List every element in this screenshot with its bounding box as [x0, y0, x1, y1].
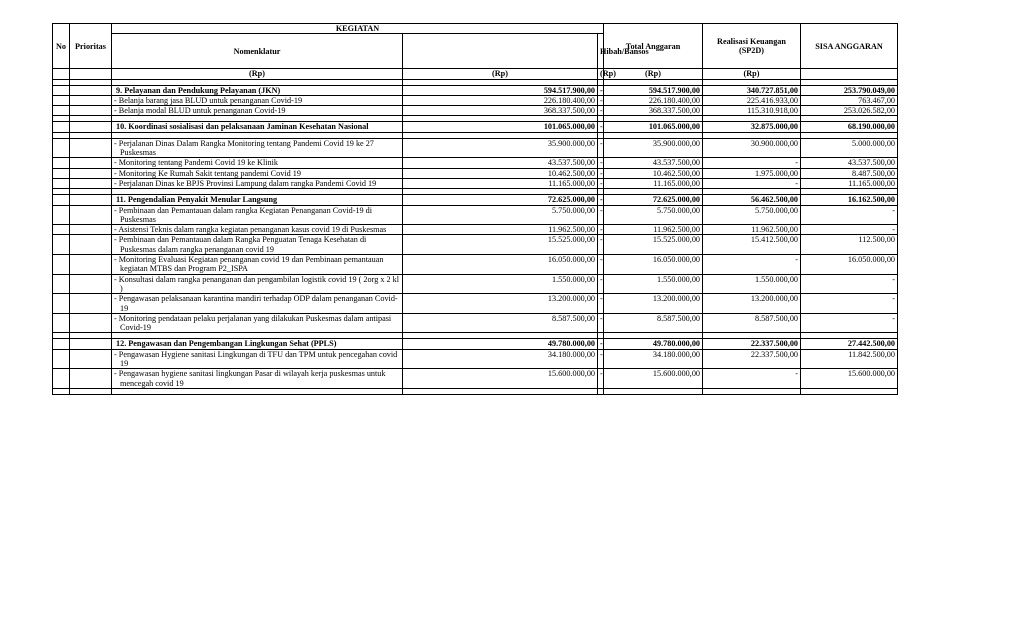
total-anggaran-cell: 1.550.000,00: [604, 274, 703, 294]
prioritas-cell: [70, 178, 112, 188]
total-anggaran-cell: 11.165.000,00: [604, 178, 703, 188]
nomenklatur-amount-cell: 368.337.500,00: [403, 106, 598, 116]
total-anggaran-cell: 226.180.400,00: [604, 95, 703, 105]
description-cell: - Monitoring Ke Rumah Sakit tentang pandemi Covid 19: [112, 168, 403, 178]
table-row: [53, 106, 898, 116]
description-cell: - Pembinaan dan Pemantauan dalam Rangka Penguatan Tenaga Kesehatan di Puskesmas dalam rangka penanganan covid 19: [112, 235, 403, 255]
no-cell: [53, 235, 70, 255]
realisasi-cell: 340.727.851,00: [703, 85, 801, 95]
realisasi-cell: -: [703, 369, 801, 389]
description-cell: - Pengawasan hygiene sanitasi lingkungan Pasar di wilayah kerja puskesmas untuk mencegah covid 19: [112, 369, 403, 389]
nomenklatur-amount-cell: 1.550.000,00: [403, 274, 598, 294]
table-row: [53, 178, 898, 188]
total-anggaran-cell: 35.900.000,00: [604, 138, 703, 158]
prioritas-cell: [70, 158, 112, 168]
col-no-header: No: [53, 24, 70, 69]
description-cell: 9. Pelayanan dan Pendukung Pelayanan (JKN): [112, 85, 403, 95]
table-row: [53, 168, 898, 178]
total-anggaran-cell: 15.525.000,00: [604, 235, 703, 255]
prioritas-cell: [70, 95, 112, 105]
no-cell: [53, 95, 70, 105]
unit-cell-realisasi: (Rp): [703, 69, 801, 79]
nomenklatur-amount-cell: 43.537.500,00: [403, 158, 598, 168]
hibah-cell: -: [598, 138, 604, 158]
sisa-anggaran-cell: 16.050.000,00: [801, 255, 898, 275]
prioritas-cell: [70, 106, 112, 116]
unit-cell-prioritas: [70, 69, 112, 79]
prioritas-cell: [70, 138, 112, 158]
total-anggaran-cell: 101.065.000,00: [604, 122, 703, 132]
description-cell: - Belanja modal BLUD untuk penanganan Covid-19: [112, 106, 403, 116]
total-anggaran-cell: 43.537.500,00: [604, 158, 703, 168]
col-sisa-header: SISA ANGGARAN: [801, 24, 898, 69]
nomenklatur-amount-cell: 34.180.000,00: [403, 349, 598, 369]
col-kegiatan-header: KEGIATAN: [112, 24, 604, 34]
col-nomenklatur-value-header: [403, 34, 598, 69]
realisasi-cell: 11.962.500,00: [703, 225, 801, 235]
realisasi-cell: -: [703, 255, 801, 275]
no-cell: [53, 205, 70, 225]
realisasi-cell: 22.337.500,00: [703, 339, 801, 349]
realisasi-cell: 1.550.000,00: [703, 274, 801, 294]
realisasi-cell: 1.975.000,00: [703, 168, 801, 178]
table-row: [53, 122, 898, 132]
no-cell: [53, 178, 70, 188]
no-cell: [53, 122, 70, 132]
hibah-cell: -: [598, 122, 604, 132]
sisa-anggaran-cell: 27.442.500,00: [801, 339, 898, 349]
realisasi-cell: 13.200.000,00: [703, 294, 801, 314]
empty-cell: [604, 388, 703, 394]
no-cell: [53, 158, 70, 168]
col-hibah-header: Hibah/Bansos: [598, 34, 604, 69]
description-cell: 11. Pengendalian Penyakit Menular Langsung: [112, 195, 403, 205]
no-cell: [53, 225, 70, 235]
prioritas-cell: [70, 168, 112, 178]
table-row: [53, 235, 898, 255]
no-cell: [53, 349, 70, 369]
table-row: [53, 138, 898, 158]
nomenklatur-amount-cell: 49.780.000,00: [403, 339, 598, 349]
prioritas-cell: [70, 205, 112, 225]
total-anggaran-cell: 368.337.500,00: [604, 106, 703, 116]
sisa-anggaran-cell: 5.000.000,00: [801, 138, 898, 158]
total-anggaran-cell: 34.180.000,00: [604, 349, 703, 369]
description-cell: - Konsultasi dalam rangka penanganan dan pengambilan logistik covid 19 ( 2org x 2 kl ): [112, 274, 403, 294]
table-row: [53, 225, 898, 235]
table-row: [53, 369, 898, 389]
sisa-anggaran-cell: 16.162.500,00: [801, 195, 898, 205]
sisa-anggaran-cell: -: [801, 294, 898, 314]
hibah-cell: -: [598, 205, 604, 225]
empty-cell: [112, 388, 403, 394]
hibah-cell: -: [598, 339, 604, 349]
prioritas-cell: [70, 255, 112, 275]
description-cell: - Monitoring pendataan pelaku perjalanan yang dilakukan Puskesmas dalam antipasi Covid-19: [112, 313, 403, 333]
unit-cell-nom: (Rp): [403, 69, 598, 79]
table-row: [53, 95, 898, 105]
sisa-anggaran-cell: -: [801, 274, 898, 294]
prioritas-cell: [70, 313, 112, 333]
unit-cell-sisa: [801, 69, 898, 79]
nomenklatur-amount-cell: 226.180.400,00: [403, 95, 598, 105]
hibah-cell: -: [598, 294, 604, 314]
table-body: [53, 79, 898, 394]
nomenklatur-amount-cell: 16.050.000,00: [403, 255, 598, 275]
hibah-cell: -: [598, 195, 604, 205]
nomenklatur-amount-cell: 594.517.900,00: [403, 85, 598, 95]
prioritas-cell: [70, 225, 112, 235]
col-prioritas-header: Prioritas: [70, 24, 112, 69]
description-cell: - Pembinaan dan Pemantauan dalam rangka Kegiatan Penanganan Covid-19 di Puskesmas: [112, 205, 403, 225]
hibah-cell: -: [598, 158, 604, 168]
hibah-cell: -: [598, 85, 604, 95]
realisasi-cell: 22.337.500,00: [703, 349, 801, 369]
empty-cell: [53, 388, 70, 394]
hibah-cell: -: [598, 274, 604, 294]
table-row: [53, 195, 898, 205]
hibah-cell: -: [598, 225, 604, 235]
sisa-anggaran-cell: 253.026.582,00: [801, 106, 898, 116]
nomenklatur-amount-cell: 11.962.500,00: [403, 225, 598, 235]
prioritas-cell: [70, 195, 112, 205]
sisa-anggaran-cell: 112.500,00: [801, 235, 898, 255]
prioritas-cell: [70, 339, 112, 349]
table-row: [53, 274, 898, 294]
unit-cell-total: (Rp): [604, 69, 703, 79]
total-anggaran-cell: 13.200.000,00: [604, 294, 703, 314]
sisa-anggaran-cell: 253.790.049,00: [801, 85, 898, 95]
total-anggaran-cell: 5.750.000,00: [604, 205, 703, 225]
nomenklatur-amount-cell: 72.625.000,00: [403, 195, 598, 205]
sisa-anggaran-cell: 15.600.000,00: [801, 369, 898, 389]
sisa-anggaran-cell: -: [801, 313, 898, 333]
hibah-cell: -: [598, 106, 604, 116]
table-row: [53, 339, 898, 349]
empty-cell: [801, 388, 898, 394]
realisasi-cell: 115.310.918,00: [703, 106, 801, 116]
description-cell: - Pengawasan pelaksanaan karantina mandiri terhadap ODP dalam penanganan Covid-19: [112, 294, 403, 314]
nomenklatur-amount-cell: 15.600.000,00: [403, 369, 598, 389]
realisasi-cell: 30.900.000,00: [703, 138, 801, 158]
description-cell: - Perjalanan Dinas Dalam Rangka Monitoring tentang Pandemi Covid 19 ke 27 Puskesmas: [112, 138, 403, 158]
col-nomenklatur-header: Nomenklatur: [112, 34, 403, 69]
table-row: [53, 255, 898, 275]
no-cell: [53, 313, 70, 333]
sisa-anggaran-cell: 11.842.500,00: [801, 349, 898, 369]
description-cell: 10. Koordinasi sosialisasi dan pelaksanaan Jaminan Kesehatan Nasional: [112, 122, 403, 132]
no-cell: [53, 255, 70, 275]
nomenklatur-amount-cell: 15.525.000,00: [403, 235, 598, 255]
no-cell: [53, 339, 70, 349]
total-anggaran-cell: 15.600.000,00: [604, 369, 703, 389]
realisasi-cell: 5.750.000,00: [703, 205, 801, 225]
total-anggaran-cell: 16.050.000,00: [604, 255, 703, 275]
table-row: [53, 388, 898, 394]
realisasi-cell: -: [703, 178, 801, 188]
nomenklatur-amount-cell: 11.165.000,00: [403, 178, 598, 188]
sisa-anggaran-cell: -: [801, 205, 898, 225]
description-cell: - Monitoring tentang Pandemi Covid 19 ke Klinik: [112, 158, 403, 168]
table-row: [53, 294, 898, 314]
hibah-cell: -: [598, 349, 604, 369]
budget-table: [52, 23, 898, 395]
total-anggaran-cell: 11.962.500,00: [604, 225, 703, 235]
total-anggaran-cell: 8.587.500,00: [604, 313, 703, 333]
description-cell: - Pengawasan Hygiene sanitasi Lingkungan di TFU dan TPM untuk pencegahan covid 19: [112, 349, 403, 369]
total-anggaran-cell: 49.780.000,00: [604, 339, 703, 349]
nomenklatur-amount-cell: 5.750.000,00: [403, 205, 598, 225]
prioritas-cell: [70, 235, 112, 255]
sisa-anggaran-cell: -: [801, 225, 898, 235]
description-cell: - Asistensi Teknis dalam rangka kegiatan penanganan kasus covid 19 di Puskesmas: [112, 225, 403, 235]
total-anggaran-cell: 594.517.900,00: [604, 85, 703, 95]
hibah-cell: -: [598, 369, 604, 389]
unit-cell-no: [53, 69, 70, 79]
prioritas-cell: [70, 85, 112, 95]
nomenklatur-amount-cell: 13.200.000,00: [403, 294, 598, 314]
no-cell: [53, 195, 70, 205]
sisa-anggaran-cell: 763.467,00: [801, 95, 898, 105]
table-row: [53, 313, 898, 333]
prioritas-cell: [70, 369, 112, 389]
realisasi-cell: 32.875.000,00: [703, 122, 801, 132]
sisa-anggaran-cell: 8.487.500,00: [801, 168, 898, 178]
budget-sheet: [52, 23, 898, 395]
no-cell: [53, 85, 70, 95]
col-total-header: Total Anggaran: [604, 24, 703, 69]
hibah-cell: -: [598, 178, 604, 188]
description-cell: - Belanja barang jasa BLUD untuk penanganan Covid-19: [112, 95, 403, 105]
nomenklatur-amount-cell: 35.900.000,00: [403, 138, 598, 158]
no-cell: [53, 138, 70, 158]
col-realisasi-header: Realisasi Keuangan (SP2D): [703, 24, 801, 69]
no-cell: [53, 294, 70, 314]
table-row: [53, 85, 898, 95]
realisasi-cell: 225.416.933,00: [703, 95, 801, 105]
no-cell: [53, 369, 70, 389]
prioritas-cell: [70, 349, 112, 369]
unit-cell-hibah: (Rp): [598, 69, 604, 79]
hibah-cell: -: [598, 313, 604, 333]
empty-cell: [703, 388, 801, 394]
realisasi-cell: 15.412.500,00: [703, 235, 801, 255]
total-anggaran-cell: 10.462.500,00: [604, 168, 703, 178]
empty-cell: [70, 388, 112, 394]
sisa-anggaran-cell: 43.537.500,00: [801, 158, 898, 168]
table-row: [53, 205, 898, 225]
realisasi-cell: 56.462.500,00: [703, 195, 801, 205]
table-row: [53, 349, 898, 369]
description-cell: - Monitoring Evaluasi Kegiatan penanganan covid 19 dan Pembinaan pemantauan kegiatan MTBS dan Program P2_ISPA: [112, 255, 403, 275]
description-cell: 12. Pengawasan dan Pengembangan Lingkungan Sehat (PPLS): [112, 339, 403, 349]
description-cell: - Perjalanan Dinas ke BPJS Provinsi Lampung dalam rangka Pandemi Covid 19: [112, 178, 403, 188]
prioritas-cell: [70, 274, 112, 294]
sisa-anggaran-cell: 68.190.000,00: [801, 122, 898, 132]
hibah-cell: -: [598, 95, 604, 105]
realisasi-cell: 8.587.500,00: [703, 313, 801, 333]
hibah-cell: -: [598, 168, 604, 178]
nomenklatur-amount-cell: 10.462.500,00: [403, 168, 598, 178]
no-cell: [53, 274, 70, 294]
prioritas-cell: [70, 294, 112, 314]
nomenklatur-amount-cell: 8.587.500,00: [403, 313, 598, 333]
hibah-cell: -: [598, 255, 604, 275]
prioritas-cell: [70, 122, 112, 132]
realisasi-cell: -: [703, 158, 801, 168]
empty-cell: [403, 388, 598, 394]
table-row: [53, 158, 898, 168]
no-cell: [53, 106, 70, 116]
total-anggaran-cell: 72.625.000,00: [604, 195, 703, 205]
sisa-anggaran-cell: 11.165.000,00: [801, 178, 898, 188]
hibah-cell: -: [598, 235, 604, 255]
no-cell: [53, 168, 70, 178]
unit-cell-nomenklatur: (Rp): [112, 69, 403, 79]
nomenklatur-amount-cell: 101.065.000,00: [403, 122, 598, 132]
